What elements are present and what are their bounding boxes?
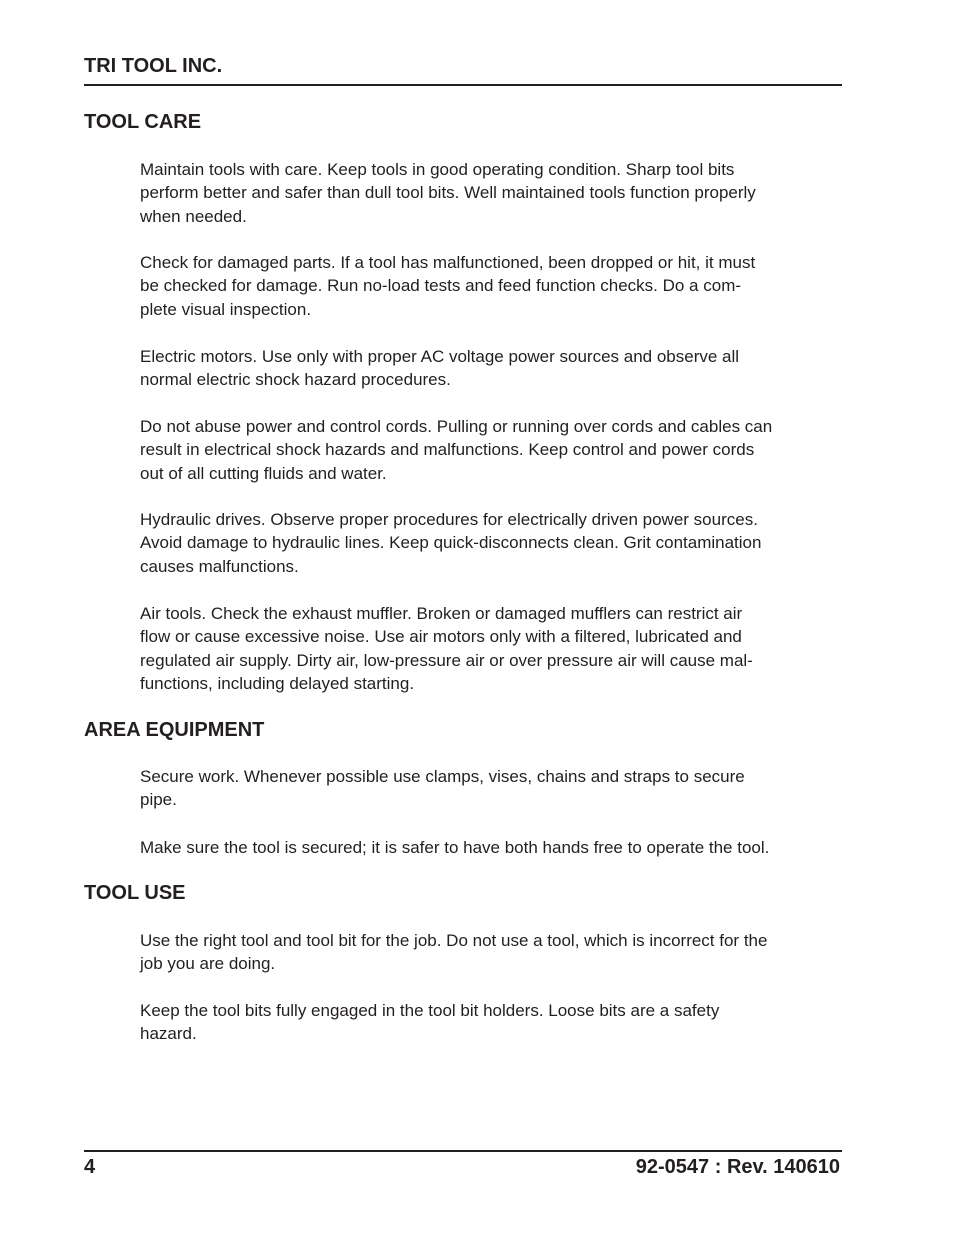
- page-number: 4: [84, 1156, 96, 1178]
- paragraph-secure-work: Secure work. Whenever possible use clamps, vises, chains and straps to secure pipe.: [140, 767, 745, 810]
- header-divider: [84, 84, 842, 86]
- paragraph-right-tool: Use the right tool and tool bit for the job. Do not use a tool, which is incorrect for the job you are doing.: [140, 931, 768, 974]
- paragraph-power-cords: Do not abuse power and control cords. Pulling or running over cords and cables can result in electrical shock hazards and malfunctions. Keep control and power cords out of all cutting fluids and water.: [140, 417, 773, 483]
- paragraph-tool-bits: Keep the tool bits fully engaged in the tool bit holders. Loose bits are a safety hazard.: [140, 1001, 720, 1044]
- paragraph-maintain-tools: Maintain tools with care. Keep tools in good operating condition. Sharp tool bits perform better and safer than dull tool bits. Well maintained tools function properly when needed.: [140, 160, 756, 226]
- paragraph-air-tools: Air tools. Check the exhaust muffler. Broken or damaged mufflers can restrict air flow or cause excessive noise. Use air motors only with a filtered, lubricated and regulated air supply. Dirty air, low-pressure air or over pressure air will cause mal- functions, including delayed starting.: [140, 604, 753, 694]
- paragraph-tool-secured: Make sure the tool is secured; it is safer to have both hands free to operate the tool.: [140, 838, 770, 857]
- paragraph-damaged-parts: Check for damaged parts. If a tool has malfunctioned, been dropped or hit, it must be checked for damage. Run no-load tests and feed function checks. Do a com- plete visual inspection.: [140, 253, 756, 319]
- paragraph-hydraulic-drives: Hydraulic drives. Observe proper procedures for electrically driven power sources. Avoid damage to hydraulic lines. Keep quick-disconnects clean. Grit contamination causes malfunctions.: [140, 510, 762, 576]
- paragraph-electric-motors: Electric motors. Use only with proper AC voltage power sources and observe all normal electric shock hazard procedures.: [140, 347, 740, 390]
- section-heading-area-equipment: AREA EQUIPMENT: [84, 719, 265, 741]
- company-name: TRI TOOL INC.: [84, 55, 223, 77]
- section-heading-tool-care: TOOL CARE: [84, 111, 202, 133]
- section-heading-tool-use: TOOL USE: [84, 882, 186, 904]
- footer-divider: [84, 1150, 842, 1152]
- document-revision: 92-0547 : Rev. 140610: [635, 1156, 840, 1178]
